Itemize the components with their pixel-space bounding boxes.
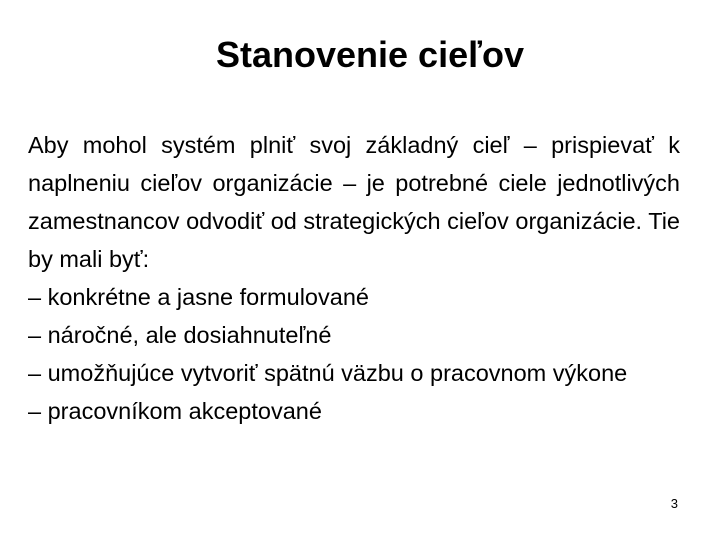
slide-body xyxy=(28,126,680,430)
bullet-item: – pracovníkom akceptované xyxy=(28,398,322,424)
bullet-item: – náročné, ale dosiahnuteľné xyxy=(28,322,332,348)
intro-paragraph: Aby mohol systém plniť svoj základný cieľ – prispievať k naplneniu cieľov organizácie – je potrebné ciele jednotlivých zamestnancov odvodiť od strategických cieľov organizácie. Tie by mali byť: xyxy=(28,132,680,272)
slide-title: Stanovenie cieľov xyxy=(216,34,524,75)
bullet-item: – umožňujúce vytvoriť spätnú väzbu o pracovnom výkone xyxy=(28,360,628,386)
bullet-item: – konkrétne a jasne formulované xyxy=(28,284,369,310)
slide-number: 3 xyxy=(670,496,678,511)
